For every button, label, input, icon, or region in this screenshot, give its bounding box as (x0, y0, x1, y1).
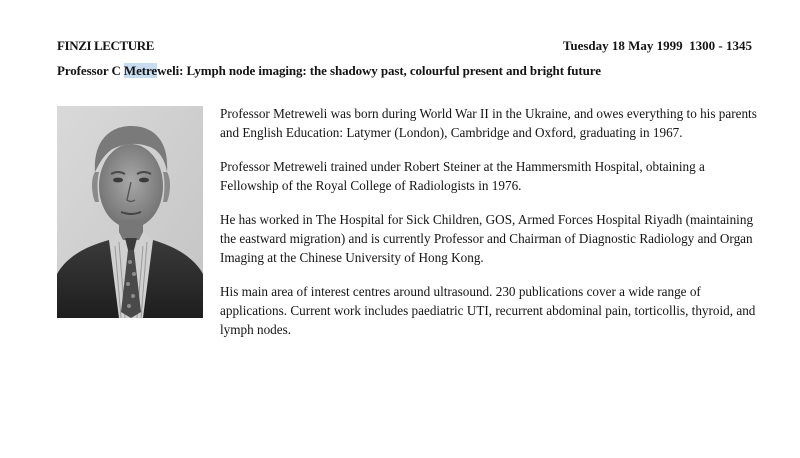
speaker-biography (220, 104, 765, 354)
lecture-title (57, 63, 601, 79)
bio-paragraph-2: Professor Metreweli trained under Robert Steiner at the Hammersmith Hospital, obtaining a Fellowship of the Royal College of Radiologists in 1976. (220, 159, 705, 193)
title-prefix: Professor C (57, 63, 124, 78)
bio-paragraph-3: He has worked in The Hospital for Sick Children, GOS, Armed Forces Hospital Riyadh (maintaining the eastward migration) and is currently Professor and Chairman of Diagnostic Radiology and Organ Imaging at the Chinese University of Hong Kong. (220, 212, 754, 265)
lecture-date-time: Tuesday 18 May 1999 1300 - 1345 (562, 38, 752, 53)
speaker-portrait-photo (57, 106, 203, 318)
bio-paragraph-4: His main area of interest centres around ultrasound. 230 publications cover a wide range of applications. Current work includes paediatric UTI, recurrent abdominal pain, torticollis, thyroid, and lymph nodes. (220, 284, 756, 337)
lecture-heading: FINZI LECTURE (57, 38, 155, 53)
title-rest: weli: Lymph node imaging: the shadowy past, colourful present and bright future (157, 63, 601, 78)
bio-paragraph-1: Professor Metreweli was born during World War II in the Ukraine, and owes everything to his parents and English Education: Latymer (London), Cambridge and Oxford, graduating in 1967. (220, 106, 757, 140)
title-highlighted-text[interactable]: Metre (123, 63, 158, 78)
